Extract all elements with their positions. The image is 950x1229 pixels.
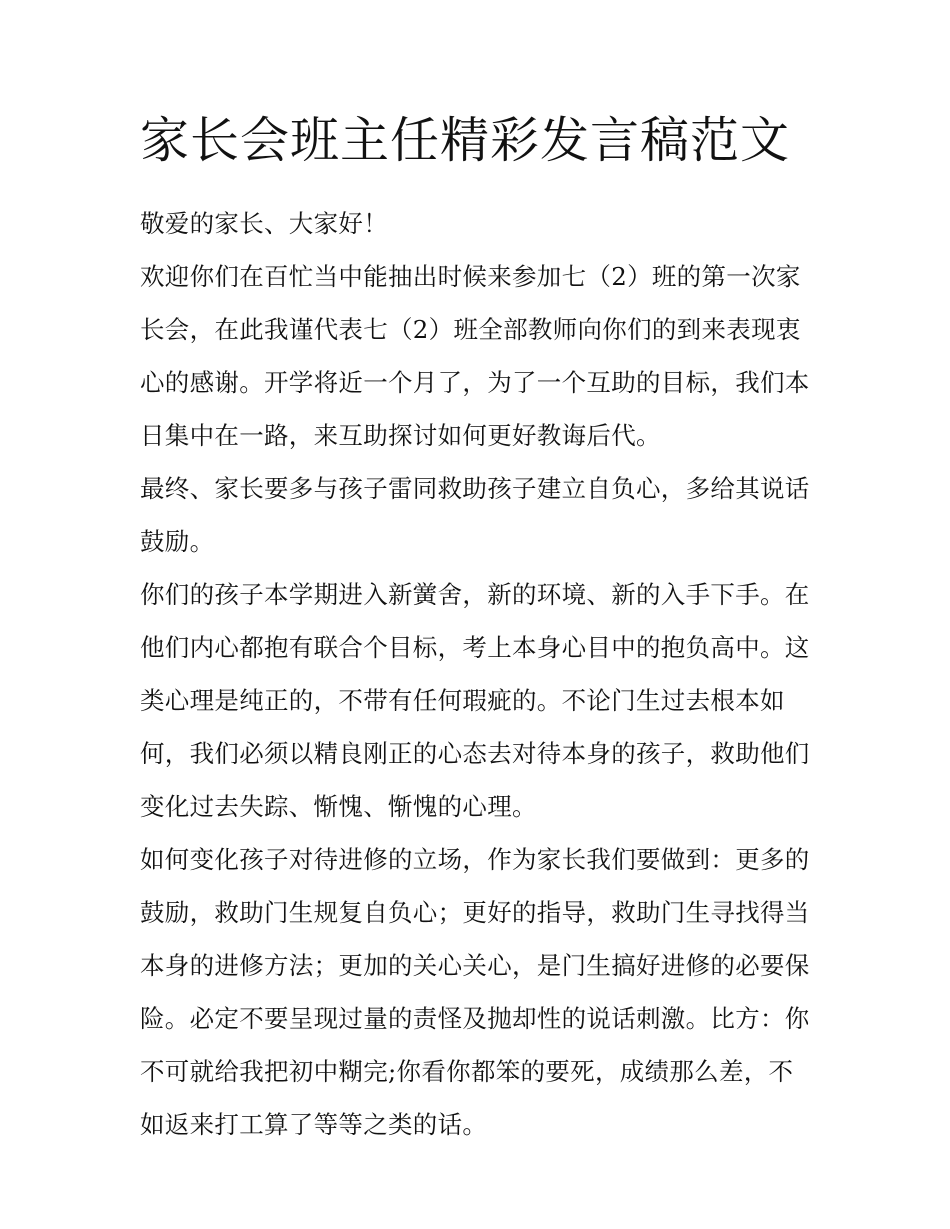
text-line: 你们的孩子本学期进入新黉舍，新的环境、新的入手下手。在 — [140, 580, 810, 609]
text-line: 如返来打工算了等等之类的话。 — [140, 1110, 488, 1139]
text-line: 变化过去失踪、惭愧、惭愧的心理。 — [140, 792, 537, 821]
text-line: 如何变化孩子对待进修的立场，作为家长我们要做到：更多的 — [140, 845, 810, 874]
document-body — [140, 197, 812, 1151]
text-line: 最终、家长要多与孩子雷同救助孩子建立自负心，多给其说话 — [140, 474, 810, 503]
text-line: 心的感谢。开学将近一个月了，为了一个互助的目标，我们本 — [140, 368, 810, 397]
text-line: 何，我们必须以精良刚正的心态去对待本身的孩子，救助他们 — [140, 739, 810, 768]
text-line: 本身的进修方法；更加的关心关心，是门生搞好进修的必要保 — [140, 951, 810, 980]
text-line: 欢迎你们在百忙当中能抽出时候来参加七（2）班的第一次家 — [140, 262, 801, 291]
text-line: 长会，在此我谨代表七（2）班全部教师向你们的到来表现衷 — [140, 315, 801, 344]
text-line: 类心理是纯正的，不带有任何瑕疵的。不论门生过去根本如 — [140, 686, 785, 715]
text-line: 他们内心都抱有联合个目标，考上本身心目中的抱负高中。这 — [140, 633, 810, 662]
text-line: 险。必定不要呈现过量的责怪及抛却性的说话刺激。比方：你 — [140, 1004, 810, 1033]
text-line: 不可就给我把初中糊完;你看你都笨的要死，成绩那么差，不 — [140, 1057, 794, 1086]
document-title: 家长会班主任精彩发言稿范文 — [140, 112, 791, 169]
text-line: 日集中在一路，来互助探讨如何更好教诲后代。 — [140, 421, 661, 450]
text-line: 鼓励。 — [140, 527, 215, 556]
text-line: 敬爱的家长、大家好！ — [140, 209, 388, 238]
text-line: 鼓励，救助门生规复自负心；更好的指导，救助门生寻找得当 — [140, 898, 810, 927]
